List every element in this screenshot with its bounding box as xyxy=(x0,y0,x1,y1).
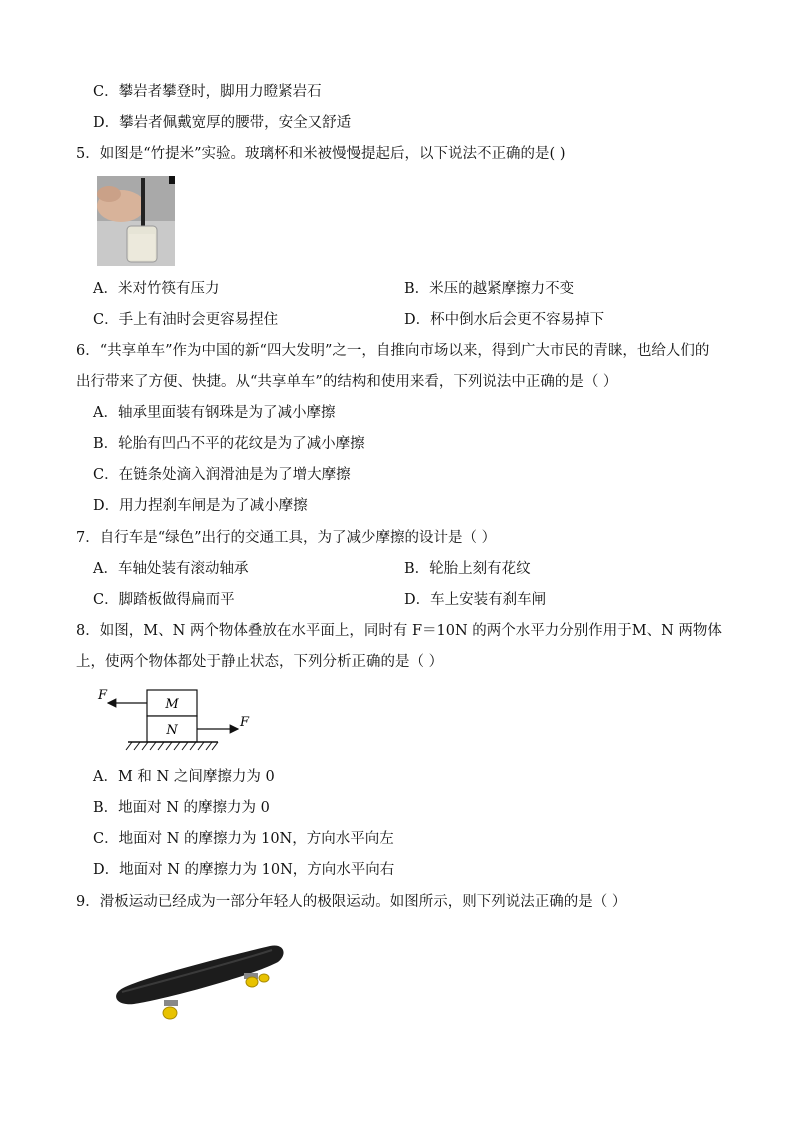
q5-stem: 5．如图是“竹提米”实验。玻璃杯和米被慢慢提起后，以下说法不正确的是( ) xyxy=(76,146,566,162)
q8-stem-line2: 上，使两个物体都处于静止状态，下列分析正确的是（ ） xyxy=(76,654,444,670)
q6-option-d: D．用力捏刹车闸是为了减小摩擦 xyxy=(93,498,308,514)
q6-stem-line1: 6．“共享单车”作为中国的新“四大发明”之一，自推向市场以来，得到广大市民的青睐，也给人们的 xyxy=(76,343,710,359)
q8-option-d: D．地面对 N 的摩擦力为 10N，方向水平向右 xyxy=(93,862,395,878)
q7-stem: 7．自行车是“绿色”出行的交通工具，为了减少摩擦的设计是（ ） xyxy=(76,530,497,546)
q4-option-d: D．攀岩者佩戴宽厚的腰带，安全又舒适 xyxy=(93,115,352,131)
q6-option-c: C．在链条处滴入润滑油是为了增大摩擦 xyxy=(93,467,351,483)
q8-stem-line1: 8．如图，M、N 两个物体叠放在水平面上，同时有 F＝10N 的两个水平力分别作用于M、N 两物体 xyxy=(76,623,722,639)
force-label-right: F xyxy=(240,715,250,730)
rice-chopstick-photo xyxy=(97,176,175,266)
q9-stem: 9．滑板运动已经成为一部分年轻人的极限运动。如图所示，则下列说法正确的是（ ） xyxy=(76,894,627,910)
q6-stem-line2: 出行带来了方便、快捷。从“共享单车”的结构和使用来看，下列说法中正确的是（ ） xyxy=(76,374,618,390)
q4-option-c: C．攀岩者攀登时，脚用力瞪紧岩石 xyxy=(93,84,322,100)
q7-option-d: D．车上安装有刹车闸 xyxy=(404,592,547,608)
skateboard-photo xyxy=(112,940,287,1025)
q6-option-b: B．轮胎有凹凸不平的花纹是为了减小摩擦 xyxy=(93,436,365,452)
q8-option-b: B．地面对 N 的摩擦力为 0 xyxy=(93,800,270,816)
q7-option-c: C．脚踏板做得扁而平 xyxy=(93,592,235,608)
q5-option-d: D．杯中倒水后会更不容易掉下 xyxy=(404,312,605,328)
q5-option-b: B．米压的越紧摩擦力不变 xyxy=(404,281,575,297)
q7-option-b: B．轮胎上刻有花纹 xyxy=(404,561,531,577)
force-label-left: F xyxy=(98,688,108,703)
q8-option-a: A．M 和 N 之间摩擦力为 0 xyxy=(93,769,275,785)
q6-option-a: A．轴承里面装有钢珠是为了减小摩擦 xyxy=(93,405,336,421)
stacked-blocks-diagram xyxy=(92,684,262,754)
label-m: M xyxy=(165,697,179,712)
q8-option-c: C．地面对 N 的摩擦力为 10N，方向水平向左 xyxy=(93,831,394,847)
q7-option-a: A．车轴处装有滚动轴承 xyxy=(93,561,249,577)
q5-option-c: C．手上有油时会更容易捏住 xyxy=(93,312,279,328)
q5-option-a: A．米对竹筷有压力 xyxy=(93,281,220,297)
label-n: N xyxy=(166,723,178,738)
ground-hatching xyxy=(126,742,218,750)
